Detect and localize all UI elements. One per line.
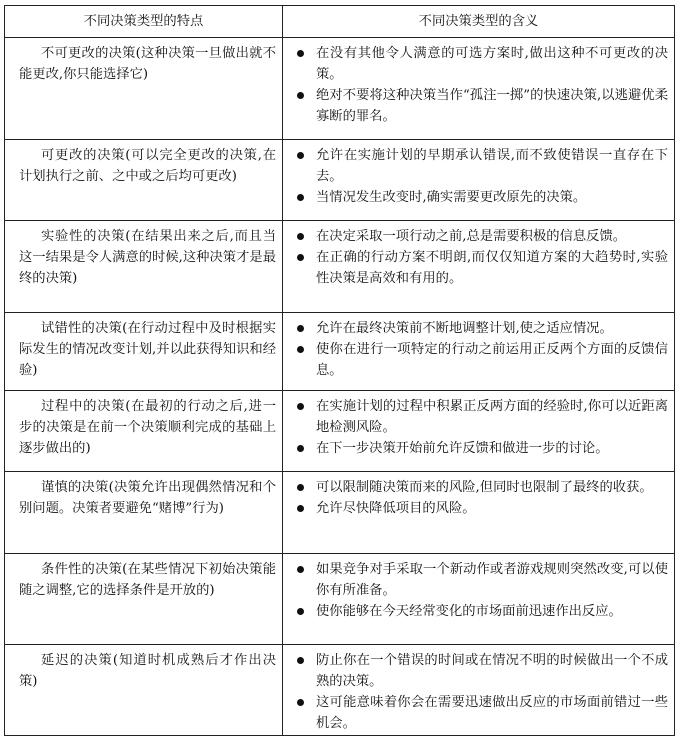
meaning-cell [283, 391, 675, 472]
table-row [5, 472, 675, 554]
list-item [289, 650, 668, 692]
bullet-icon [297, 699, 304, 706]
list-item [289, 396, 668, 438]
bullet-icon [297, 50, 304, 57]
list-item [289, 692, 668, 734]
header-meanings: 不同决策类型的含义 [283, 6, 675, 38]
meaning-list [289, 145, 668, 208]
feature-cell: 过程中的决策(在最初的行动之后,进一步的决策是在前一个决策顺利完成的基础上逐步做出的) [5, 391, 283, 472]
table-row [5, 38, 675, 140]
bullet-icon [297, 505, 304, 512]
table-row [5, 221, 675, 313]
meaning-text: 绝对不要将这种决策当作“孤注一掷”的快速决策,以逃避优柔寡断的罪名。 [316, 88, 668, 124]
table-row [5, 645, 675, 736]
feature-cell: 谨慎的决策(决策允许出现偶然情况和个别问题。决策者要避免“赌博”行为) [5, 472, 283, 554]
meaning-cell [283, 472, 675, 554]
meaning-list [289, 559, 668, 622]
feature-cell: 条件性的决策(在某些情况下初始决策能随之调整,它的选择条件是开放的) [5, 554, 283, 645]
meaning-list [289, 650, 668, 734]
bullet-icon [297, 346, 304, 353]
meaning-text: 可以限制随决策而来的风险,但同时也限制了最终的收获。 [316, 480, 653, 495]
meaning-list [289, 226, 668, 289]
bullet-icon [297, 403, 304, 410]
meaning-text: 允许在最终决策前不断地调整计划,使之适应情况。 [316, 321, 613, 336]
list-item [289, 145, 668, 187]
meaning-text: 在实施计划的过程中积累正反两方面的经验时,你可以近距离地检测风险。 [316, 399, 668, 435]
meaning-text: 允许尽快降低项目的风险。 [316, 501, 476, 516]
feature-cell: 试错性的决策(在行动过程中及时根据实际发生的情况改变计划,并以此获得知识和经验) [5, 313, 283, 391]
feature-cell: 延迟的决策(知道时机成熟后才作出决策) [5, 645, 283, 736]
meaning-text: 这可能意味着你会在需要迅速做出反应的市场面前错过一些机会。 [316, 695, 668, 731]
list-item [289, 438, 668, 459]
decision-types-table [4, 5, 675, 736]
bullet-icon [297, 445, 304, 452]
table-header-row [5, 6, 675, 38]
feature-cell: 实验性的决策(在结果出来之后,而且当这一结果是令人满意的时候,这种决策才是最终的决策) [5, 221, 283, 313]
bullet-icon [297, 566, 304, 573]
meaning-cell [283, 38, 675, 140]
bullet-icon [297, 484, 304, 491]
meaning-text: 使你在进行一项特定的行动之前运用正反两个方面的反馈信息。 [316, 342, 668, 378]
list-item [289, 559, 668, 601]
meaning-cell [283, 554, 675, 645]
bullet-icon [297, 325, 304, 332]
meaning-text: 在没有其他令人满意的可选方案时,做出这种不可更改的决策。 [316, 46, 668, 82]
feature-cell: 可更改的决策(可以完全更改的决策,在计划执行之前、之中或之后均可更改) [5, 140, 283, 221]
table-row [5, 313, 675, 391]
bullet-icon [297, 657, 304, 664]
list-item [289, 43, 668, 85]
meaning-text: 如果竞争对手采取一个新动作或者游戏规则突然改变,可以使你有所准备。 [316, 562, 668, 598]
meaning-text: 使你能够在今天经常变化的市场面前迅速作出反应。 [316, 604, 622, 619]
meaning-text: 在下一步决策开始前允许反馈和做进一步的讨论。 [316, 441, 609, 456]
list-item [289, 226, 668, 247]
list-item [289, 85, 668, 127]
meaning-list [289, 43, 668, 127]
table-row [5, 140, 675, 221]
meaning-cell [283, 140, 675, 221]
list-item [289, 601, 668, 622]
meaning-cell [283, 313, 675, 391]
bullet-icon [297, 92, 304, 99]
bullet-icon [297, 194, 304, 201]
list-item [289, 339, 668, 381]
table-row [5, 554, 675, 645]
meaning-text: 防止你在一个错误的时间或在情况不明的时候做出一个不成熟的决策。 [316, 653, 668, 689]
table-row [5, 391, 675, 472]
bullet-icon [297, 254, 304, 261]
meaning-list [289, 318, 668, 381]
header-features: 不同决策类型的特点 [5, 6, 283, 38]
feature-cell: 不可更改的决策(这种决策一旦做出就不能更改,你只能选择它) [5, 38, 283, 140]
meaning-text: 允许在实施计划的早期承认错误,而不致使错误一直存在下去。 [316, 148, 668, 184]
meaning-text: 在正确的行动方案不明朗,而仅仅知道方案的大趋势时,实验性决策是高效和有用的。 [316, 250, 668, 286]
meaning-text: 当情况发生改变时,确实需要更改原先的决策。 [316, 190, 587, 205]
list-item [289, 187, 668, 208]
list-item [289, 498, 668, 519]
meaning-cell [283, 221, 675, 313]
list-item [289, 318, 668, 339]
meaning-list [289, 396, 668, 459]
list-item [289, 477, 668, 498]
bullet-icon [297, 152, 304, 159]
meaning-list [289, 477, 668, 519]
bullet-icon [297, 608, 304, 615]
list-item [289, 247, 668, 289]
meaning-text: 在决定采取一项行动之前,总是需要积极的信息反馈。 [316, 229, 627, 244]
bullet-icon [297, 233, 304, 240]
meaning-cell [283, 645, 675, 736]
